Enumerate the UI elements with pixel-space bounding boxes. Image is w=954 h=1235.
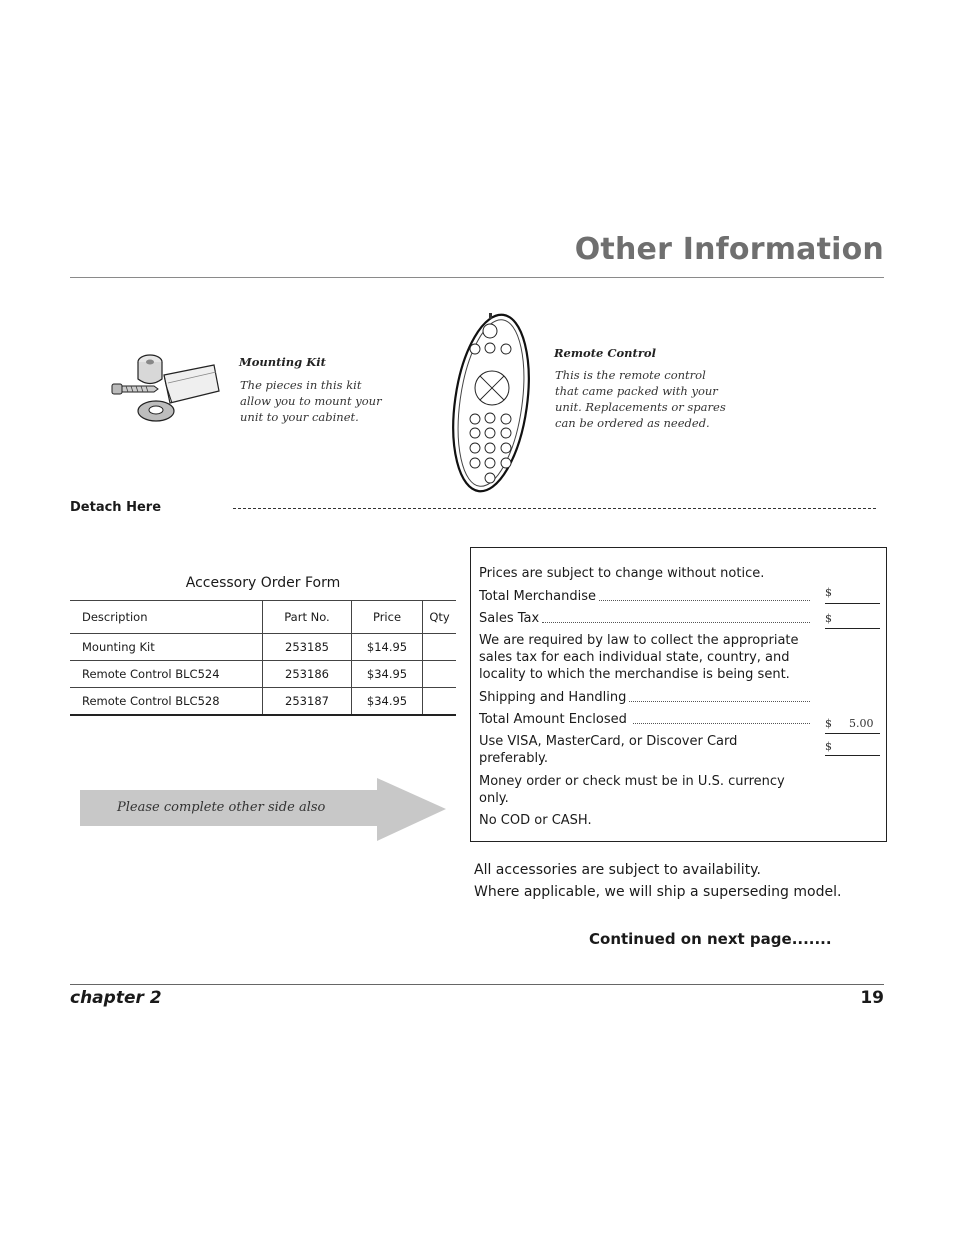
cell-description: Mounting Kit <box>70 634 263 661</box>
currency-symbol: $ <box>825 740 832 753</box>
total-merchandise-label: Total Merchandise <box>479 589 596 604</box>
law-notice-line: We are required by law to collect the appropriate <box>479 633 799 648</box>
column-header-description: Description <box>70 601 263 634</box>
column-header-qty: Qty <box>423 601 457 634</box>
qty-field[interactable] <box>423 634 457 661</box>
currency-notice <box>479 773 785 807</box>
dot-leader <box>542 610 810 623</box>
order-form-title: Accessory Order Form <box>185 575 341 591</box>
order-table <box>70 600 456 716</box>
payment-notice-line: preferably. <box>479 751 549 766</box>
detach-dashed-line <box>233 508 876 509</box>
law-notice-line: locality to which the merchandise is being sent. <box>479 667 790 682</box>
page-number: 19 <box>860 988 884 1008</box>
availability-line: All accessories are subject to availability. <box>474 862 761 878</box>
detach-label: Detach Here <box>70 500 162 515</box>
dot-leader <box>629 689 810 702</box>
sales-tax-row <box>479 610 810 627</box>
column-header-part-no: Part No. <box>263 601 352 634</box>
cell-price: $34.95 <box>352 688 423 716</box>
cell-description: Remote Control BLC524 <box>70 661 263 688</box>
table-row <box>70 634 456 661</box>
payment-notice <box>479 733 737 767</box>
law-notice-line: sales tax for each individual state, country, and <box>479 650 790 665</box>
mounting-kit-line: unit to your cabinet. <box>240 410 359 424</box>
total-enclosed-label: Total Amount Enclosed <box>479 712 627 727</box>
remote-control-illustration <box>450 310 532 496</box>
remote-control-description <box>555 367 726 431</box>
cell-price: $14.95 <box>352 634 423 661</box>
shipping-amount: 5.00 <box>849 717 874 730</box>
header-rule <box>70 277 884 278</box>
payment-notice-line: Use VISA, MasterCard, or Discover Card <box>479 734 738 749</box>
cell-description: Remote Control BLC528 <box>70 688 263 716</box>
currency-notice-line: Money order or check must be in U.S. currency <box>479 774 785 789</box>
law-notice <box>479 632 799 683</box>
remote-control-line: that came packed with your <box>555 384 718 398</box>
no-cod-notice: No COD or CASH. <box>479 813 592 828</box>
prices-notice: Prices are subject to change without notice. <box>479 566 765 581</box>
mounting-kit-title: Mounting Kit <box>239 355 326 369</box>
chapter-label: chapter 2 <box>70 988 162 1008</box>
mounting-kit-description <box>240 377 382 425</box>
remote-control-line: can be ordered as needed. <box>555 416 710 430</box>
table-row <box>70 661 456 688</box>
currency-symbol: $ <box>825 612 832 625</box>
total-enclosed-row <box>479 711 810 728</box>
dot-leader <box>599 588 810 601</box>
currency-notice-line: only. <box>479 791 509 806</box>
remote-control-line: This is the remote control <box>555 368 706 382</box>
dot-leader <box>633 711 810 724</box>
remote-control-title: Remote Control <box>554 346 656 360</box>
continued-notice: Continued on next page....... <box>589 930 832 948</box>
note-text: Please complete other side also <box>117 800 326 815</box>
shipping-row <box>479 689 810 706</box>
mounting-kit-line: allow you to mount your <box>240 394 382 408</box>
footer-rule <box>70 984 884 985</box>
page-title: Other Information <box>574 232 884 267</box>
mounting-kit-line: The pieces in this kit <box>240 378 362 392</box>
total-enclosed-field[interactable] <box>825 755 880 756</box>
cell-part-no: 253186 <box>263 661 352 688</box>
currency-symbol: $ <box>825 586 832 599</box>
total-merchandise-field[interactable] <box>825 603 880 604</box>
currency-symbol: $ <box>825 717 832 730</box>
mounting-kit-illustration <box>108 345 222 427</box>
shipping-label: Shipping and Handling <box>479 690 627 705</box>
sales-tax-field[interactable] <box>825 628 880 629</box>
qty-field[interactable] <box>423 661 457 688</box>
remote-control-line: unit. Replacements or spares <box>555 400 726 414</box>
table-row <box>70 688 456 716</box>
sales-tax-label: Sales Tax <box>479 611 540 626</box>
cell-part-no: 253187 <box>263 688 352 716</box>
qty-field[interactable] <box>423 688 457 716</box>
shipping-amount-field[interactable] <box>825 733 880 734</box>
total-merchandise-row <box>479 588 810 605</box>
column-header-price: Price <box>352 601 423 634</box>
cell-price: $34.95 <box>352 661 423 688</box>
availability-line: Where applicable, we will ship a superseding model. <box>474 884 842 900</box>
cell-part-no: 253185 <box>263 634 352 661</box>
table-header-row <box>70 601 456 634</box>
